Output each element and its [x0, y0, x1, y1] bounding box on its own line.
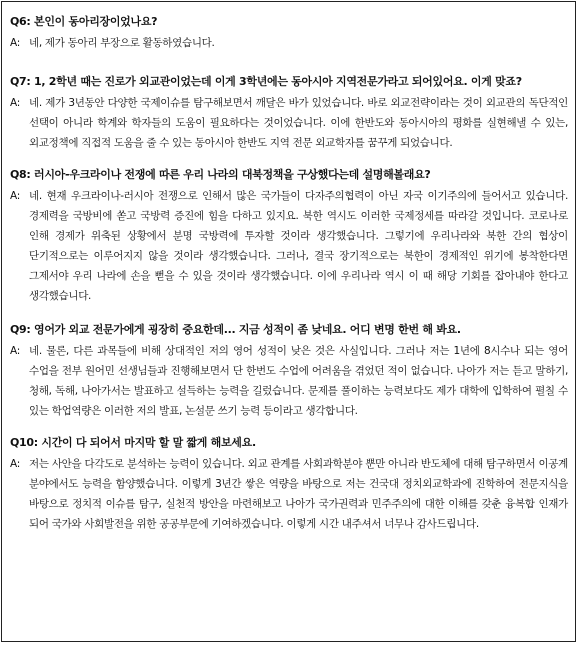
answer-block [10, 33, 568, 53]
answer-block [10, 454, 568, 534]
question-text: Q6: 본인이 동아리장이었나요? [10, 15, 158, 28]
answer-prefix: A: [10, 345, 20, 357]
question-text: Q10: 시간이 다 되어서 마지막 할 말 짧게 해보세요. [10, 436, 256, 449]
question-text: Q8: 러시아-우크라이나 전쟁에 따른 우리 나라의 대북정책을 구상했다는데 설명해볼래요? [10, 168, 431, 181]
answer-text: 네. 물론, 다른 과목들에 비해 상대적인 저의 영어 성적이 낮은 것은 사실입니다. 그러나 저는 1년에 8시수나 되는 영어 수업을 전부 원어민 선생님들과 진행해보면서 단 한번도 수업에 어려움을 겪었던 적이 없습니다. 나아가 저는 듣고 말하기, 청해, 독해, 나아가서는 발표하고 설득하는 능력을 길렀습니다. 문제를 풀이하는 능력보다도 제가 대학에 입학하여 펼칠 수 있는 학업역량은 이러한 저의 발표, 논설문 쓰기 능력 등이라고 생각합니다. [29, 345, 568, 417]
answer-prefix: A: [10, 190, 20, 202]
qa-item-q9 [10, 322, 568, 421]
answer-text: 네, 제가 동아리 부장으로 활동하였습니다. [29, 37, 215, 49]
qa-item-q7 [10, 74, 568, 153]
answer-block [10, 341, 568, 421]
qa-item-q8 [10, 167, 568, 306]
answer-block [10, 186, 568, 306]
answer-prefix: A: [10, 97, 20, 109]
answer-block [10, 93, 568, 153]
answer-text: 네. 현재 우크라이나-러시아 전쟁으로 인해서 많은 국가들이 다자주의협력이 아닌 자국 이기주의에 들어서고 있습니다. 경제력을 국방비에 쏟고 국방력 증진에 힘을 다하고 있지요. 북한 역시도 이러한 국제정세를 따라갈 것입니다. 코로나로 인해 경제가 위축된 상황에서 분명 국방력에 투자할 것이라 생각했습니다. 그렇기에 우리나라와 북한 간의 협상이 단기적으로는 이루어지지 않을 것이라 생각했습니다. 그러나, 결국 장기적으로는 북한이 경제적인 위기에 봉착한다면 그제서야 우리 나라에 손을 뻗을 수 있을 것이라 생각했습니다. 이에 우리나라 역시 이 때 해당 기회를 잡아내야 한다고 생각했습니다. [29, 190, 568, 302]
answer-text: 네. 제가 3년동안 다양한 국제이슈를 탐구해보면서 깨달은 바가 있었습니다. 바로 외교전략이라는 것이 외교관의 독단적인 선택이 아니라 학계와 학자들의 도움이 필요하다는 것이었습니다. 이에 한반도와 동아시아의 평화를 실현해낼 수 있는, 외교정책에 직접적 도움을 줄 수 있는 동아시아 한반도 지역 전문 외교학자를 꿈꾸게 되었습니다. [29, 97, 568, 149]
question-text: Q7: 1, 2학년 때는 진로가 외교관이었는데 이게 3학년에는 동아시아 지역전문가라고 되어있어요. 이게 맞죠? [10, 75, 522, 88]
answer-text: 저는 사안을 다각도로 분석하는 능력이 있습니다. 외교 관계를 사회과학분야 뿐만 아니라 반도체에 대해 탐구하면서 이공계 분야에서도 능력을 함양했습니다. 이렇게 3년간 쌓은 역량을 바탕으로 저는 건국대 정치외교학과에 진학하여 전문지식을 바탕으로 정치적 이슈를 탐구, 실천적 방안을 마련해보고 나아가 국가권력과 민주주의에 대한 이해를 갖춘 융복합 인재가 되어 국가와 사회발전을 위한 공공부문에 기여하겠습니다. 이렇게 시간 내주셔서 너무나 감사드립니다. [29, 458, 568, 530]
qa-item-q10 [10, 435, 568, 534]
answer-prefix: A: [10, 458, 20, 470]
question-text: Q9: 영어가 외교 전문가에게 굉장히 중요한데... 지금 성적이 좀 낮네요. 어디 변명 한번 해 봐요. [10, 323, 461, 336]
qa-item-q6 [10, 14, 568, 53]
qa-list [10, 14, 568, 534]
answer-prefix: A: [10, 37, 20, 49]
